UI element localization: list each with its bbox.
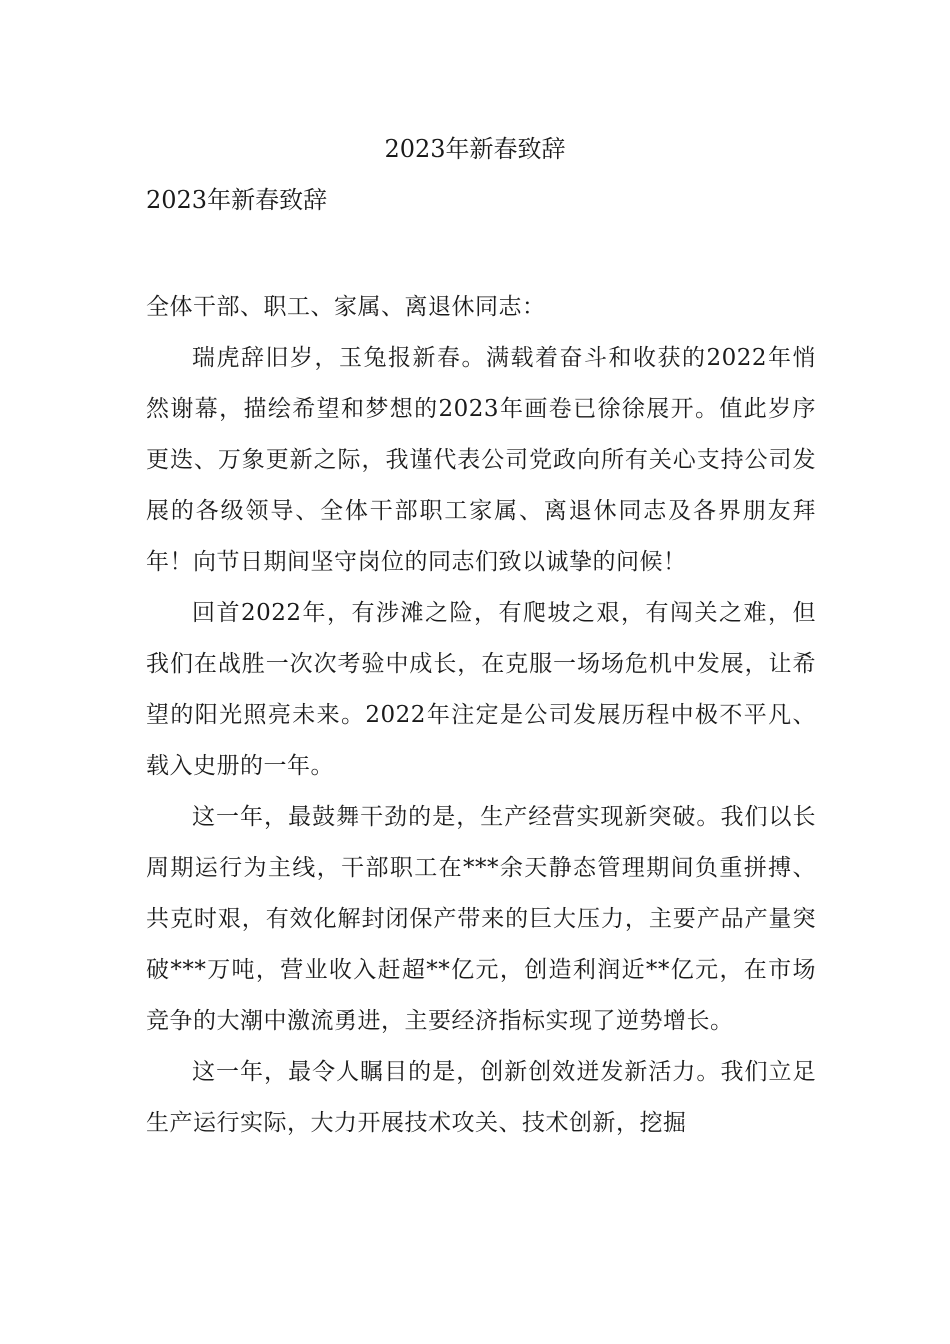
document-subtitle: 2023年新春致辞 xyxy=(146,186,328,214)
paragraph-production: 这一年，最鼓舞干劲的是，生产经营实现新突破。我们以长周期运行为主线，干部职工在***余天静态管理期间负重拼搏、共克时艰，有效化解封闭保产带来的巨大压力，主要产品产量突破***万吨，营业收入赶超**亿元，创造利润近**亿元，在市场竞争的大潮中激流勇进，主要经济指标实现了逆势增长。 xyxy=(146,804,816,1034)
paragraph-innovation: 这一年，最令人瞩目的是，创新创效迸发新活力。我们立足生产运行实际，大力开展技术攻关、技术创新，挖掘 xyxy=(146,1059,816,1136)
paragraph-review-2022: 回首2022年，有涉滩之险，有爬坡之艰，有闯关之难，但我们在战胜一次次考验中成长，在克服一场场危机中发展，让希望的阳光照亮未来。2022年注定是公司发展历程中极不平凡、载入史册的一年。 xyxy=(146,600,816,779)
salutation: 全体干部、职工、家属、离退休同志： xyxy=(146,294,546,320)
paragraph-greeting: 瑞虎辞旧岁，玉兔报新春。满载着奋斗和收获的2022年悄然谢幕，描绘希望和梦想的2023年画卷已徐徐展开。值此岁序更迭、万象更新之际，我谨代表公司党政向所有关心支持公司发展的各级领导、全体干部职工家属、离退休同志及各界朋友拜年！向节日期间坚守岗位的同志们致以诚挚的问候！ xyxy=(146,345,816,575)
document-body xyxy=(146,282,816,1149)
page-title: 2023年新春致辞 xyxy=(384,135,566,163)
